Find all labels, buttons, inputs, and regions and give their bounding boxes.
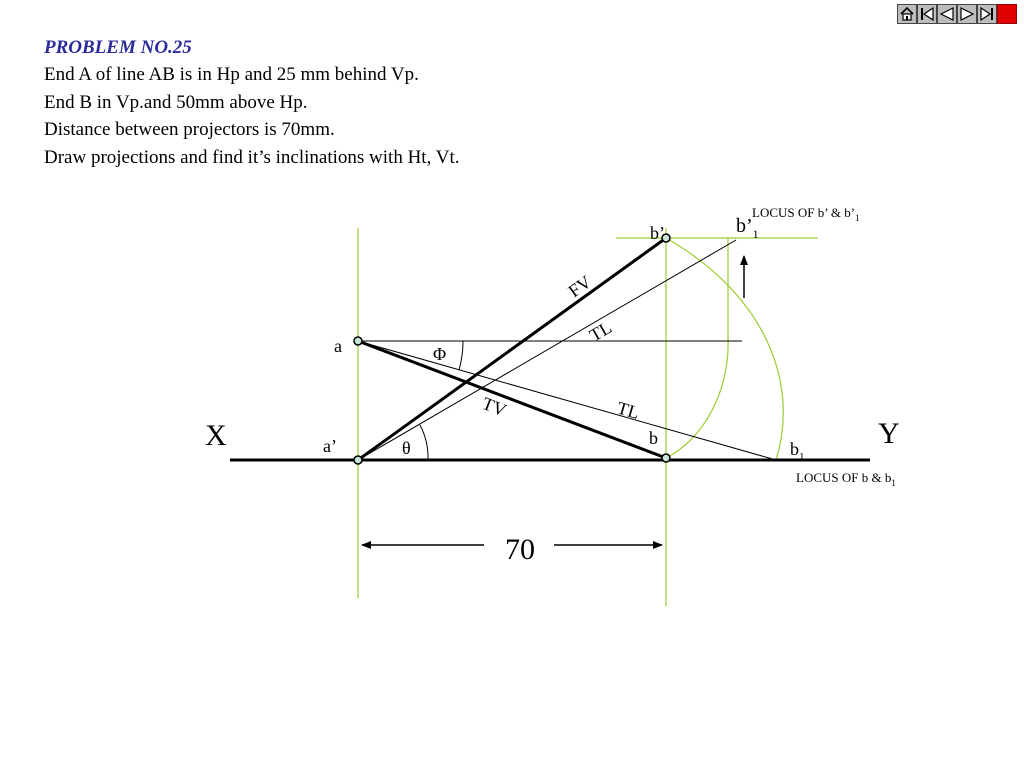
label-a-prime: a’: [323, 436, 337, 456]
point-a-prime: [354, 456, 362, 464]
problem-title: PROBLEM NO.25: [44, 37, 192, 58]
theta-angle-arc: [420, 425, 428, 460]
dimension-label: 70: [505, 533, 535, 566]
true-length-arc-inner: [666, 336, 728, 458]
label-a: a: [334, 336, 342, 356]
phi-angle-arc: [459, 341, 463, 370]
tl-lower-label: TL: [614, 397, 642, 423]
y-label: Y: [878, 417, 900, 450]
tv-label: TV: [479, 393, 510, 421]
problem-line-3: Distance between projectors is 70mm.: [44, 119, 335, 140]
point-b: [662, 454, 670, 462]
front-view-line: [358, 238, 666, 460]
true-length-arc-outer: [666, 238, 783, 460]
problem-line-1: End A of line AB is in Hp and 25 mm behind Vp.: [44, 64, 419, 85]
true-length-line-tv: [358, 341, 776, 460]
locus-bottom-label: LOCUS OF b & $b_1$: [796, 470, 896, 488]
theta-label: θ: [402, 438, 411, 458]
label-b-prime: b’: [650, 223, 665, 243]
label-b1-prime: $b’_1$: [736, 215, 759, 241]
phi-label: Φ: [433, 344, 447, 364]
x-label: X: [205, 419, 227, 452]
problem-line-4: Draw projections and find it’s inclinations with Ht, Vt.: [44, 146, 460, 168]
label-b: b: [649, 428, 658, 448]
tl-upper-label: TL: [586, 317, 616, 346]
fv-label: FV: [564, 271, 595, 302]
point-a: [354, 337, 362, 345]
locus-top-label: LOCUS OF b’ & $b’_1$: [752, 205, 860, 223]
label-b1: $b_1$: [790, 439, 805, 463]
true-length-line-fv: [358, 240, 736, 460]
problem-line-2: End B in Vp.and 50mm above Hp.: [44, 91, 308, 113]
